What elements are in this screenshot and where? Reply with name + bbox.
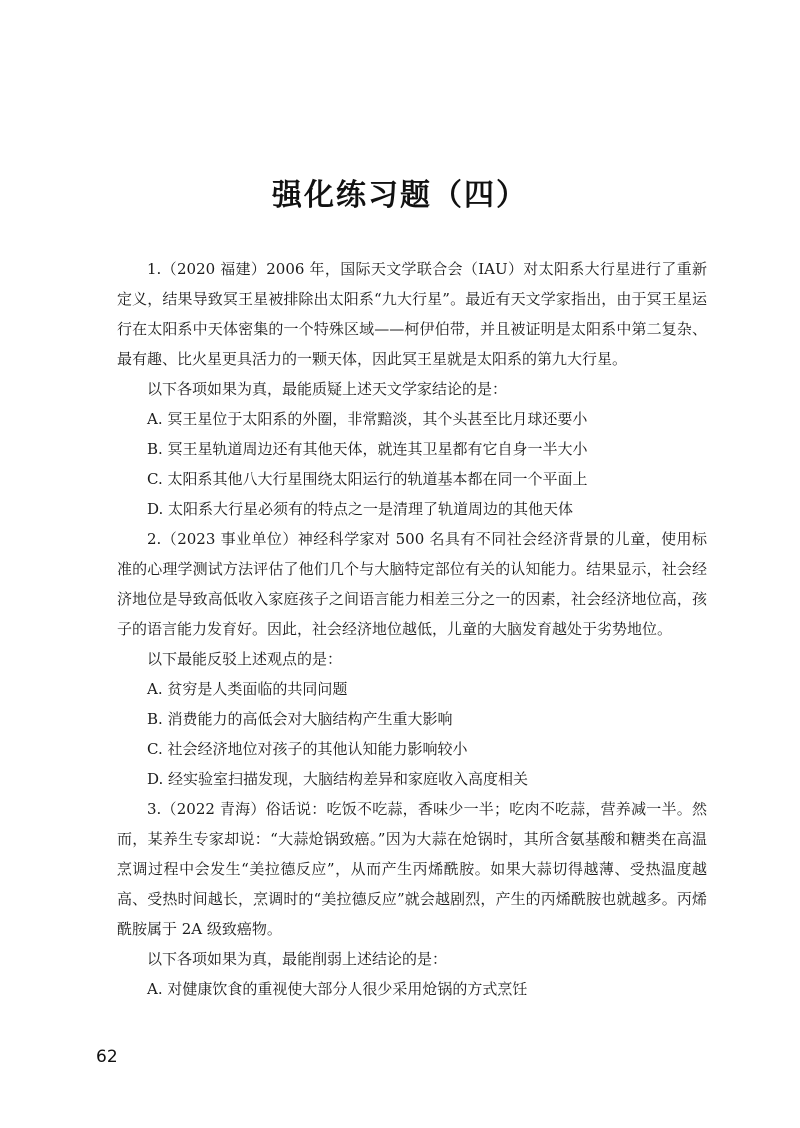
question-list [117, 254, 707, 1004]
option-b: B. 冥王星轨道周边还有其他天体，就连其卫星都有它自身一半大小 [147, 440, 588, 458]
page-number: 62 [96, 1047, 118, 1067]
question-stem: 2.（2023 事业单位）神经科学家对 500 名具有不同社会经济背景的儿童，使用标准的心理学测试方法评估了他们几个与大脑特定部位有关的认知能力。结果显示，社会经济地位是导致高低收入家庭孩子之间语言能力相差三分之一的因素，社会经济地位高，孩子的语言能力发育好。因此，社会经济地位越低，儿童的大脑发育越处于劣势地位。 [117, 530, 707, 638]
question-prompt: 以下各项如果为真，最能削弱上述结论的是： [147, 950, 448, 968]
page-title: 强化练习题（四） [272, 178, 528, 213]
question-prompt: 以下各项如果为真，最能质疑上述天文学家结论的是： [147, 380, 508, 398]
question-prompt: 以下最能反驳上述观点的是： [147, 650, 343, 668]
option-b: B. 消费能力的高低会对大脑结构产生重大影响 [147, 710, 453, 728]
question-1 [117, 254, 707, 524]
option-a: A. 贫穷是人类面临的共同问题 [147, 680, 348, 698]
question-3 [117, 794, 707, 1004]
option-c: C. 社会经济地位对孩子的其他认知能力影响较小 [147, 740, 468, 758]
option-d: D. 太阳系大行星必须有的特点之一是清理了轨道周边的其他天体 [147, 500, 574, 518]
option-a: A. 冥王星位于太阳系的外圈，非常黯淡，其个头甚至比月球还要小 [147, 410, 588, 428]
option-a: A. 对健康饮食的重视使大部分人很少采用炝锅的方式烹饪 [147, 980, 528, 998]
question-stem: 3.（2022 青海）俗话说：吃饭不吃蒜，香味少一半；吃肉不吃蒜，营养减一半。然而，某养生专家却说：“大蒜炝锅致癌。”因为大蒜在炝锅时，其所含氨基酸和糖类在高温烹调过程中会发生“美拉德反应”，从而产生丙烯酰胺。如果大蒜切得越薄、受热温度越高、受热时间越长，烹调时的“美拉德反应”就会越剧烈，产生的丙烯酰胺也就越多。丙烯酰胺属于 2A 级致癌物。 [117, 800, 707, 938]
option-d: D. 经实验室扫描发现，大脑结构差异和家庭收入高度相关 [147, 770, 529, 788]
question-2 [117, 524, 707, 794]
question-stem: 1.（2020 福建）2006 年，国际天文学联合会（IAU）对太阳系大行星进行了重新定义，结果导致冥王星被排除出太阳系“九大行星”。最近有天文学家指出，由于冥王星运行在太阳系中天体密集的一个特殊区域——柯伊伯带，并且被证明是太阳系中第二复杂、最有趣、比火星更具活力的一颗天体，因此冥王星就是太阳系的第九大行星。 [117, 260, 707, 368]
option-c: C. 太阳系其他八大行星围绕太阳运行的轨道基本都在同一个平面上 [147, 470, 588, 488]
